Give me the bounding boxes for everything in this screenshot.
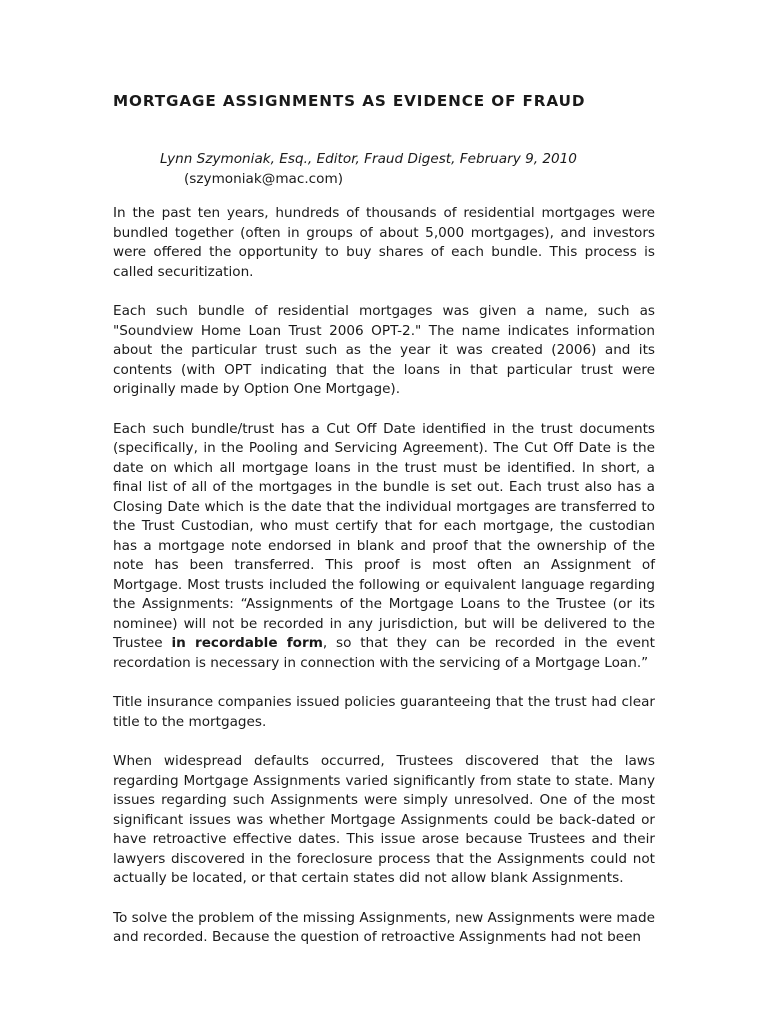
author-byline: Lynn Szymoniak, Esq., Editor, Fraud Digest, February 9, 2010 [160,151,577,167]
document-title: MORTGAGE ASSIGNMENTS AS EVIDENCE OF FRAUD [113,92,586,110]
paragraph-trust-name: Each such bundle of residential mortgages was given a name, such as "Soundview Home Loan Trust 2006 OPT-2." The name indicates information about the particular trust such as the year it was created (2006) and its contents (with OPT indicating that the loans in that particular trust were originally made by Option One Mortgage). [113,303,655,397]
paragraph-title-insurance: Title insurance companies issued policies guaranteeing that the trust had clear title to the mortgages. [113,694,655,730]
bold-phrase-recordable-form: in recordable form [171,635,323,651]
paragraph-cut-off-date-text: Each such bundle/trust has a Cut Off Date identified in the trust documents (specifically, in the Pooling and Servicing Agreement). The Cut Off Date is the date on which all mortgage loans in the trust must be identified. In short, a final list of all of the mortgages in the bundle is set out. Each trust also has a Closing Date which is the date that the individual mortgages are transferred to the Trust Custodian, who must certify that for each mortgage, the custodian has a mortgage note endorsed in blank and proof that the ownership of the note has been transferred. This proof is most often an Assignment of Mortgage. Most trusts included the following or equivalent language regarding the Assignments: “Assignments of the Mortgage Loans to the Trustee (or its nominee) will not be recorded in any jurisdiction, but will be delivered to the Trustee [113,420,655,651]
paragraph-widespread-defaults: When widespread defaults occurred, Trustees discovered that the laws regarding Mortgage Assignments varied significantly from state to state. Many issues regarding such Assignments were simply unresolved. One of the most significant issues was whether Mortgage Assignments could be back-dated or have retroactive effective dates. This issue arose because Trustees and their lawyers discovered in the foreclosure process that the Assignments could not actually be located, or that certain states did not allow blank Assignments. [113,753,655,886]
paragraph-cut-off-date [113,420,655,674]
paragraph-securitization: In the past ten years, hundreds of thousands of residential mortgages were bundled together (often in groups of about 5,000 mortgages), and investors were offered the opportunity to buy shares of each bundle. This process is called securitization. [113,205,655,280]
document-body [113,204,655,967]
author-email: (szymoniak@mac.com) [184,171,344,187]
paragraph-cut-off-date-ending: , so that they can be recorded in the event recordation is necessary in connection with the servicing of a Mortgage Loan.” [113,635,655,671]
paragraph-missing-assignments: To solve the problem of the missing Assignments, new Assignments were made and recorded. Because the question of retroactive Assignments had not been [113,909,655,945]
